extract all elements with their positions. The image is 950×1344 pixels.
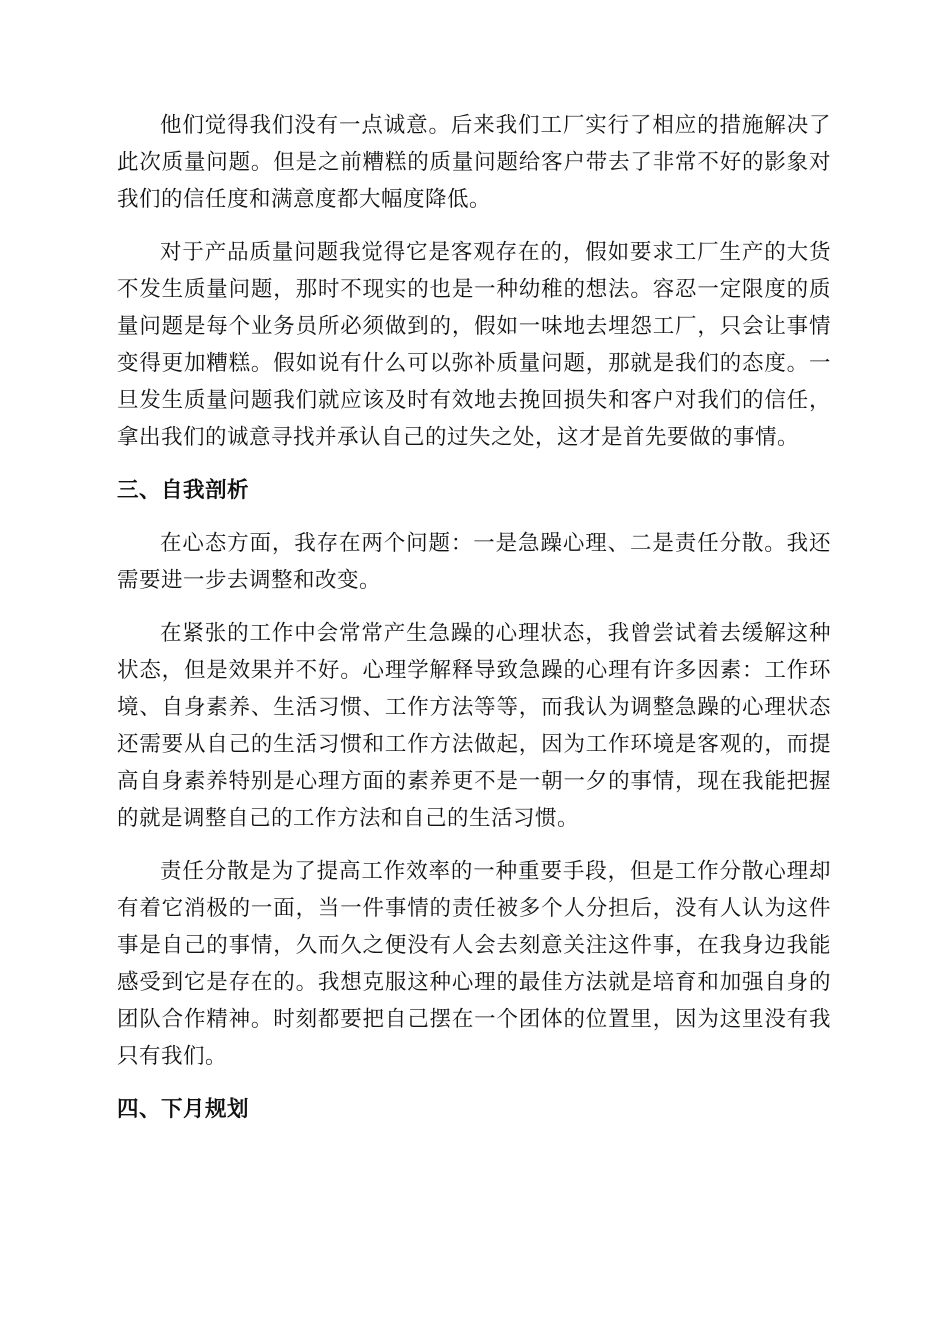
- paragraph-mindset-problems: 在心态方面，我存在两个问题：一是急躁心理、二是责任分散。我还需要进一步去调整和改变。: [117, 531, 831, 593]
- paragraph-responsibility-diffusion: 责任分散是为了提高工作效率的一种重要手段，但是工作分散心理却有着它消极的一面，当一件事情的责任被多个人分担后，没有人认为这件事是自己的事情，久而久之便没有人会去刻意关注这件事，在我身边我能感受到它是存在的。我想克服这种心理的最佳方法就是培育和加强自身的团队合作精神。时刻都要把自己摆在一个团体的位置里，因为这里没有我只有我们。: [117, 859, 831, 1069]
- paragraph-impatience: 在紧张的工作中会常常产生急躁的心理状态，我曾尝试着去缓解这种状态，但是效果并不好。心理学解释导致急躁的心理有许多因素：工作环境、自身素养、生活习惯、工作方法等等，而我认为调整急躁的心理状态还需要从自己的生活习惯和工作方法做起，因为工作环境是客观的，而提高自身素养特别是心理方面的素养更不是一朝一夕的事情，现在我能把握的就是调整自己的工作方法和自己的生活习惯。: [117, 621, 831, 831]
- document-body: [117, 107, 831, 1144]
- paragraph-quality-attitude: 对于产品质量问题我觉得它是客观存在的，假如要求工厂生产的大货不发生质量问题，那时不现实的也是一种幼稚的想法。容忍一定限度的质量问题是每个业务员所必须做到的，假如一味地去埋怨工厂，只会让事情变得更加糟糕。假如说有什么可以弥补质量问题，那就是我们的态度。一旦发生质量问题我们就应该及时有效地去挽回损失和客户对我们的信任，拿出我们的诚意寻找并承认自己的过失之处，这才是首先要做的事情。: [117, 240, 831, 450]
- section-heading-self-analysis: 三、自我剖析: [117, 478, 250, 503]
- paragraph-quality-result: 他们觉得我们没有一点诚意。后来我们工厂实行了相应的措施解决了此次质量问题。但是之前糟糕的质量问题给客户带去了非常不好的影象对我们的信任度和满意度都大幅度降低。: [117, 113, 831, 212]
- section-heading-next-month-plan: 四、下月规划: [117, 1097, 250, 1122]
